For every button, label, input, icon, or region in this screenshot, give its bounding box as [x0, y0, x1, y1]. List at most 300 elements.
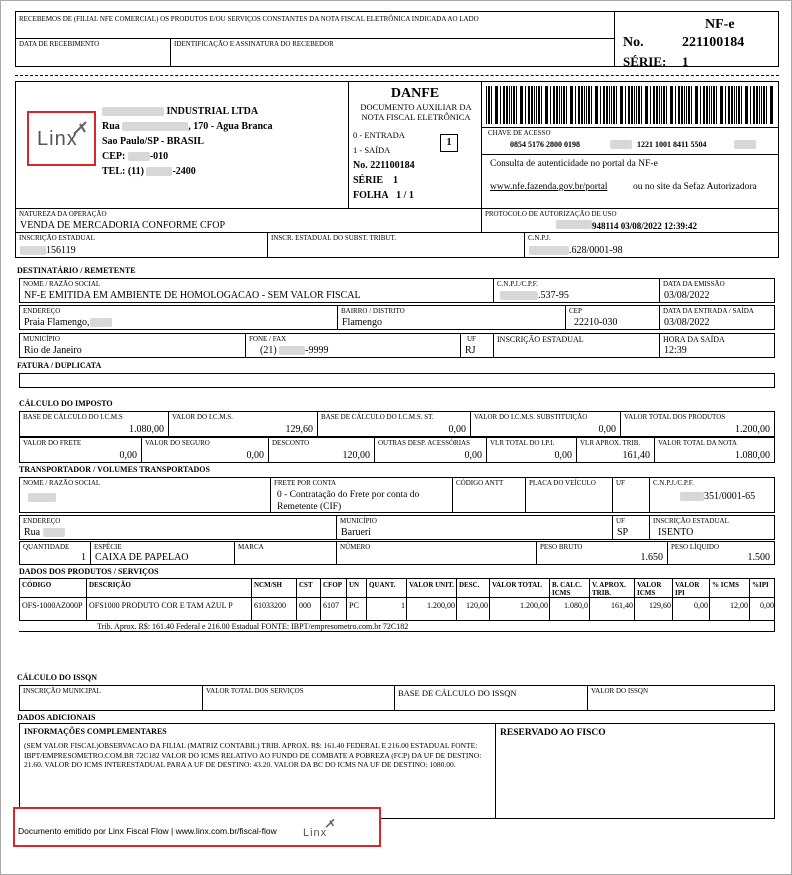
transp-cnpj-field: [649, 477, 775, 513]
imposto-field-label: VLR TOTAL DO I.P.I.: [490, 439, 555, 447]
emitter-tel-suffix: -2400: [172, 166, 196, 177]
canhoto-nfe-title: NF-e: [705, 17, 735, 32]
danfe-title: DANFE: [390, 86, 440, 101]
issqn-field: [19, 685, 203, 711]
imposto-field-value: 1.080,00: [129, 424, 164, 435]
emitter-street-line: [102, 121, 272, 132]
imposto-field: [141, 437, 269, 463]
danfe-saida: 1 - SAÍDA: [353, 145, 391, 155]
produtos-column-header: V. APROX. TRIB.: [592, 581, 626, 597]
barcode-bar: [753, 86, 755, 124]
column-divider: [634, 598, 635, 620]
barcode-bar: [559, 86, 560, 124]
barcode-bar: [495, 86, 498, 124]
danfe-subtitle: DOCUMENTO AUXILIAR DA NOTA FISCAL ELETRÔNICA: [360, 102, 472, 122]
column-divider: [406, 598, 407, 620]
column-divider: [749, 598, 750, 620]
imposto-field-value: 0,00: [119, 450, 137, 461]
barcode-bar: [731, 86, 733, 124]
barcode-bar: [661, 86, 662, 124]
produtos-column-header: %IPI: [752, 581, 769, 589]
column-divider: [672, 598, 673, 620]
produtos-cell: 12,00: [730, 601, 748, 610]
cnpj-value: .628/0001-98: [569, 245, 623, 256]
transp-nome-label: NOME / RAZÃO SOCIAL: [23, 479, 101, 487]
produtos-cell: 1.200,00: [520, 601, 548, 610]
imposto-field: [486, 437, 577, 463]
produtos-cell: OFS-1000AZ000P: [22, 601, 83, 610]
column-divider: [634, 579, 635, 597]
transp-qtd-field: [19, 541, 91, 565]
transp-qtd-label: QUANTIDADE: [23, 543, 70, 551]
barcode-bar: [613, 86, 615, 124]
canhoto-number: 221100184: [682, 35, 745, 50]
canhoto-no-label: No.: [623, 35, 644, 50]
linx-logo-mark-icon: [324, 818, 336, 830]
barcode-bar: [700, 86, 701, 124]
imposto-field: [374, 437, 487, 463]
barcode-bar: [591, 86, 592, 124]
column-divider: [406, 579, 407, 597]
transp-frete-label: FRETE POR CONTA: [274, 479, 337, 487]
transp-antt-label: CÓDIGO ANTT: [456, 479, 504, 487]
redacted-block: [146, 167, 172, 176]
emitter-street-suffix: , 170 - Agua Branca: [188, 121, 273, 132]
dest-cnpj-field: [493, 278, 660, 303]
column-divider: [672, 579, 673, 597]
barcode-bar: [728, 86, 730, 124]
issqn-field: [394, 685, 588, 711]
produtos-cell: 61033200: [254, 601, 286, 610]
barcode-bar: [691, 86, 692, 124]
imposto-field-label: VALOR DO FRETE: [23, 439, 82, 447]
barcode-bar: [570, 86, 573, 124]
barcode-bar: [503, 86, 505, 124]
barcode-bar: [525, 86, 526, 124]
produtos-cell: 6107: [323, 601, 339, 610]
transp-municipio-value: Barueri: [341, 527, 371, 538]
column-divider: [251, 579, 252, 597]
produtos-cell: 120,00: [466, 601, 488, 610]
barcode-bar: [656, 86, 658, 124]
fatura-box: [19, 373, 775, 388]
barcode-bar: [675, 86, 676, 124]
barcode-bar: [750, 86, 751, 124]
barcode-bar: [686, 86, 687, 124]
dest-entrada-label: DATA DA ENTRADA / SAÍDA: [663, 307, 754, 315]
dest-municipio-value: Rio de Janeiro: [24, 345, 82, 356]
barcode-bar: [663, 86, 665, 124]
imposto-field: [470, 411, 621, 437]
barcode-bar: [500, 86, 501, 124]
natureza-field: [15, 208, 482, 233]
dest-fone-label: FONE / FAX: [249, 335, 287, 343]
dest-uf-value: RJ: [465, 345, 476, 356]
barcode-bar: [611, 86, 612, 124]
portal-link[interactable]: www.nfe.fazenda.gov.br/portal: [490, 182, 608, 192]
imposto-field-value: 1.080,00: [735, 450, 770, 461]
column-divider: [749, 579, 750, 597]
barcode-bar: [645, 86, 648, 124]
info-complementares-box: [19, 723, 496, 819]
imposto-field-value: 0,00: [448, 424, 466, 435]
produtos-cell: 129,60: [649, 601, 671, 610]
produtos-cell: 000: [299, 601, 311, 610]
barcode-bar: [550, 86, 551, 124]
produtos-cell: 0,00: [760, 601, 774, 610]
produtos-column-header: DESC.: [459, 581, 480, 589]
barcode-bar: [706, 86, 708, 124]
redacted-block: [279, 346, 305, 355]
column-divider: [489, 598, 490, 620]
column-divider: [346, 579, 347, 597]
imposto-field-label: VALOR DO I.C.M.S. SUBSTITUIÇÃO: [474, 413, 588, 421]
barcode: [486, 86, 774, 124]
imposto-field: [317, 411, 471, 437]
column-divider: [86, 579, 87, 597]
barcode-bar: [741, 86, 742, 124]
imposto-field: [168, 411, 318, 437]
barcode-bar: [528, 86, 530, 124]
dest-emissao-value: 03/08/2022: [664, 290, 710, 301]
produtos-column-header: NCM/SH: [254, 581, 282, 589]
linx-logo-mark-icon: [71, 120, 89, 138]
dest-section-title: DESTINATÁRIO / REMETENTE: [17, 266, 136, 275]
natureza-label: NATUREZA DA OPERAÇÃO: [19, 210, 107, 218]
column-divider: [366, 598, 367, 620]
cnpj-label: C.N.P.J.: [528, 234, 551, 242]
column-divider: [366, 579, 367, 597]
produtos-table: [19, 578, 775, 633]
produtos-column-header: CÓDIGO: [22, 581, 52, 589]
barcode-bar: [766, 86, 767, 124]
transp-marca-field: [234, 541, 337, 565]
produtos-header-row: [19, 578, 775, 598]
barcode-bar: [520, 86, 523, 124]
produtos-cell: 1: [401, 601, 405, 610]
produtos-column-header: VALOR TOTAL: [492, 581, 542, 589]
transp-especie-field: [90, 541, 235, 565]
barcode-bar: [620, 86, 623, 124]
dest-nome-value: NF-E EMITIDA EM AMBIENTE DE HOMOLOGACAO - SEM VALOR FISCAL: [24, 290, 361, 301]
danfe-tipo-box: 1: [440, 134, 458, 152]
barcode-bar: [511, 86, 512, 124]
barcode-bar: [586, 86, 587, 124]
emitter-tel-line: [102, 166, 196, 177]
dest-entrada-field: [659, 305, 775, 330]
imposto-field: [19, 437, 142, 463]
barcode-bar: [534, 86, 535, 124]
ie-st-field: [267, 232, 525, 258]
barcode-bar: [641, 86, 642, 124]
imposto-field-label: VALOR DO I.C.M.S.: [172, 413, 233, 421]
emitter-cep-suffix: -010: [149, 151, 169, 162]
imposto-section-title: CÁLCULO DO IMPOSTO: [19, 399, 113, 408]
ie-label: INSCRIÇÃO ESTADUAL: [19, 234, 95, 242]
transp-peso-liq-field: [667, 541, 775, 565]
transp-cnpj-label: C.N.P.J./C.P.F.: [653, 479, 694, 487]
barcode-bar: [763, 86, 765, 124]
barcode-bar: [625, 86, 626, 124]
transp-uf2-label: UF: [616, 517, 625, 525]
barcode-bar: [770, 86, 773, 124]
portal-suffix: ou no site da Sefaz Autorizadora: [633, 182, 757, 192]
barcode-bar: [588, 86, 590, 124]
produtos-column-header: CFOP: [323, 581, 343, 589]
column-divider: [456, 579, 457, 597]
transp-placa-label: PLACA DO VEÍCULO: [529, 479, 596, 487]
imposto-field-label: VALOR DO SEGURO: [145, 439, 210, 447]
imposto-field: [268, 437, 375, 463]
produtos-column-header: VALOR IPI: [675, 581, 700, 597]
barcode-bar: [678, 86, 680, 124]
transp-frete-value: 0 - Contratação do Frete por conta do Remetente (CIF): [277, 490, 420, 512]
imposto-field-label: BASE DE CÁLCULO DO I.C.M.S. ST.: [321, 413, 434, 421]
barcode-bar: [711, 86, 712, 124]
produtos-column-header: VALOR UNIT.: [409, 581, 454, 589]
dest-cep-value: 22210-030: [574, 317, 618, 328]
danfe-no-label: No.: [353, 160, 368, 171]
dest-endereco-field: [19, 305, 338, 330]
issqn-section-title: CÁLCULO DO ISSQN: [17, 673, 98, 682]
barcode-bar: [720, 86, 723, 124]
imposto-field-value: 120,00: [342, 450, 370, 461]
barcode-bar: [575, 86, 576, 124]
dest-emissao-label: DATA DA EMISSÃO: [663, 280, 725, 288]
canhoto-nfe-box: [614, 11, 779, 67]
transp-frete-field: [270, 477, 453, 513]
transp-municipio-label: MUNICÍPIO: [340, 517, 377, 525]
barcode-bar: [628, 86, 630, 124]
ie-value: 156119: [46, 245, 76, 256]
barcode-bar: [509, 86, 510, 124]
barcode-bar: [556, 86, 558, 124]
transp-endereco-label: ENDEREÇO: [23, 517, 61, 525]
emitter-tel-label: TEL: (11): [102, 166, 144, 177]
imposto-field-value: 129,60: [285, 424, 313, 435]
danfe-entrada: 0 - ENTRADA: [353, 130, 405, 140]
danfe-number: 221100184: [370, 160, 415, 171]
barcode-bar: [734, 86, 735, 124]
barcode-bar: [584, 86, 585, 124]
canhoto-receipt-box: [15, 11, 615, 39]
barcode-bar: [716, 86, 717, 124]
dest-bairro-value: Flamengo: [342, 317, 382, 328]
column-divider: [251, 598, 252, 620]
dest-endereco-value: Praia Flamengo,: [24, 317, 90, 328]
redacted-block: [122, 122, 188, 131]
produtos-cell: 1.200,00: [427, 601, 455, 610]
footer-logo: Linx: [303, 827, 328, 839]
imposto-field-value: 0,00: [246, 450, 264, 461]
transp-section-title: TRANSPORTADOR / VOLUMES TRANSPORTADOS: [19, 465, 210, 474]
dest-fone-field: [245, 333, 461, 358]
barcode-bar: [513, 86, 515, 124]
dest-cep-field: [565, 305, 660, 330]
column-divider: [296, 598, 297, 620]
dest-nome-label: NOME / RAZÃO SOCIAL: [23, 280, 101, 288]
access-key-box: [481, 81, 779, 209]
barcode-bar: [725, 86, 726, 124]
receive-date-label: DATA DE RECEBIMENTO: [19, 40, 100, 48]
dest-fone-prefix: (21): [260, 345, 277, 356]
dest-fone-line: [260, 345, 329, 356]
redacted-block: [610, 140, 632, 149]
signature-field: [170, 38, 615, 67]
column-divider: [320, 579, 321, 597]
barcode-bar: [745, 86, 748, 124]
transp-municipio-field: [336, 515, 613, 540]
issqn-field-label: BASE DE CÁLCULO DO ISSQN: [398, 688, 517, 698]
barcode-bar: [713, 86, 715, 124]
imposto-field-value: 161,40: [622, 450, 650, 461]
barcode-bar: [756, 86, 758, 124]
barcode-bar: [553, 86, 555, 124]
produtos-trib-row: [19, 620, 775, 632]
linx-logo: Linx: [37, 128, 78, 150]
barcode-bar: [761, 86, 762, 124]
emitter-city: Sao Paulo/SP - BRASIL: [102, 136, 204, 147]
transp-endereco-line: [24, 527, 65, 538]
dest-bairro-label: BAIRRO / DISTRITO: [341, 307, 405, 315]
transp-uf-field: [612, 477, 650, 513]
dest-entrada-value: 03/08/2022: [664, 317, 710, 328]
signature-label: IDENTIFICAÇÃO E ASSINATURA DO RECEBEDOR: [174, 40, 334, 48]
redacted-block: [128, 152, 150, 161]
barcode-bar: [603, 86, 605, 124]
redacted-block: [556, 220, 592, 229]
transp-marca-label: MARCA: [238, 543, 264, 551]
transp-ie-field: [649, 515, 775, 540]
danfe-number-line: [353, 160, 415, 171]
column-divider: [296, 579, 297, 597]
issqn-field-label: VALOR DO ISSQN: [591, 687, 649, 695]
barcode-bar: [759, 86, 760, 124]
transp-ie-label: INSCRIÇÃO ESTADUAL: [653, 517, 729, 525]
barcode-bar: [666, 86, 667, 124]
barcode-bar: [684, 86, 685, 124]
barcode-bar: [670, 86, 673, 124]
barcode-bar: [659, 86, 660, 124]
cut-line: [15, 75, 779, 76]
barcode-bar: [688, 86, 690, 124]
transp-numero-label: NÚMERO: [340, 543, 371, 551]
divider: [482, 154, 778, 155]
dest-cep-label: CEP: [569, 307, 582, 315]
redacted-block: [43, 528, 65, 537]
barcode-bar: [631, 86, 633, 124]
barcode-bar: [636, 86, 637, 124]
redacted-block: [529, 246, 569, 255]
imposto-field-value: 0,00: [598, 424, 616, 435]
column-divider: [549, 579, 550, 597]
issqn-field: [202, 685, 395, 711]
barcode-bar: [634, 86, 635, 124]
transp-cnpj-line: [680, 491, 755, 502]
imposto-field: [19, 411, 169, 437]
transp-uf2-value: SP: [617, 527, 629, 538]
footer-text: Documento emitido por Linx Fiscal Flow | www.linx.com.br/fiscal-flow: [18, 826, 277, 836]
barcode-bar: [486, 86, 487, 124]
transp-peso-liq-value: 1.500: [747, 552, 770, 563]
produtos-column-header: CST: [299, 581, 313, 589]
transp-especie-value: CAIXA DE PAPELAO: [95, 552, 189, 563]
imposto-field-label: VLR APROX. TRIB.: [580, 439, 641, 447]
column-divider: [489, 579, 490, 597]
imposto-field: [620, 411, 775, 437]
barcode-bar: [491, 86, 492, 124]
consulta-text: Consulta de autenticidade no portal da NF-e: [490, 159, 658, 169]
column-divider: [709, 598, 710, 620]
info-complementares-label: INFORMAÇÕES COMPLEMENTARES: [24, 727, 167, 736]
canhoto-serie-label: SÉRIE:: [623, 54, 667, 69]
danfe-box: [348, 81, 482, 209]
emitter-logo-highlight: [27, 111, 96, 166]
column-divider: [346, 598, 347, 620]
dest-hora-label: HORA DA SAÍDA: [663, 335, 725, 344]
barcode-bar: [600, 86, 601, 124]
dest-endereco-line: [24, 317, 112, 328]
produtos-cell: 1.080,0: [564, 601, 588, 610]
produtos-column-header: DESCRIÇÃO: [89, 581, 132, 589]
barcode-bar: [653, 86, 655, 124]
barcode-bar: [736, 86, 737, 124]
barcode-bar: [488, 86, 490, 124]
barcode-bar: [516, 86, 517, 124]
transp-peso-bruto-label: PESO BRUTO: [540, 543, 583, 551]
barcode-bar: [506, 86, 508, 124]
barcode-bar: [545, 86, 548, 124]
ie-st-label: INSCR. ESTADUAL DO SUBST. TRIBUT.: [271, 234, 396, 242]
transp-nome-field: [19, 477, 271, 513]
redacted-block: [734, 140, 756, 149]
footer-highlight: [13, 807, 381, 847]
protocolo-field: [481, 208, 779, 233]
barcode-bar: [606, 86, 608, 124]
issqn-field-label: VALOR TOTAL DOS SERVIÇOS: [206, 687, 304, 695]
dest-nome-field: [19, 278, 494, 303]
dest-cnpj-label: C.N.P.J./C.P.F.: [497, 280, 538, 288]
transp-placa-field: [525, 477, 613, 513]
receive-date-field: [15, 38, 171, 67]
dest-endereco-label: ENDEREÇO: [23, 307, 61, 315]
transp-peso-liq-label: PESO LÍQUIDO: [671, 543, 720, 551]
ie-value-line: [20, 245, 76, 256]
chave-part-a: 0854 5176 2800 0198: [510, 140, 580, 149]
danfe-serie-line: [353, 175, 398, 186]
barcode-bar: [536, 86, 537, 124]
barcode-bar: [695, 86, 698, 124]
barcode-bar: [681, 86, 683, 124]
transp-uf2-field: [612, 515, 650, 540]
produtos-column-header: % ICMS: [712, 581, 740, 589]
barcode-bar: [595, 86, 598, 124]
column-divider: [709, 579, 710, 597]
issqn-field-label: INSCRIÇÃO MUNICIPAL: [23, 687, 101, 695]
produtos-cell: 0,00: [694, 601, 708, 610]
dest-fone-suffix: -9999: [305, 345, 329, 356]
barcode-bar: [563, 86, 565, 124]
barcode-bar: [638, 86, 640, 124]
natureza-value: VENDA DE MERCADORIA CONFORME CFOP: [20, 220, 226, 231]
emitter-street-prefix: Rua: [102, 121, 120, 132]
adicionais-section-title: DADOS ADICIONAIS: [17, 713, 96, 722]
barcode-bar: [709, 86, 710, 124]
transp-peso-bruto-field: [536, 541, 668, 565]
canhoto-serie: 1: [682, 54, 689, 69]
produtos-section-title: DADOS DOS PRODUTOS / SERVIÇOS: [19, 567, 159, 576]
column-divider: [86, 598, 87, 620]
